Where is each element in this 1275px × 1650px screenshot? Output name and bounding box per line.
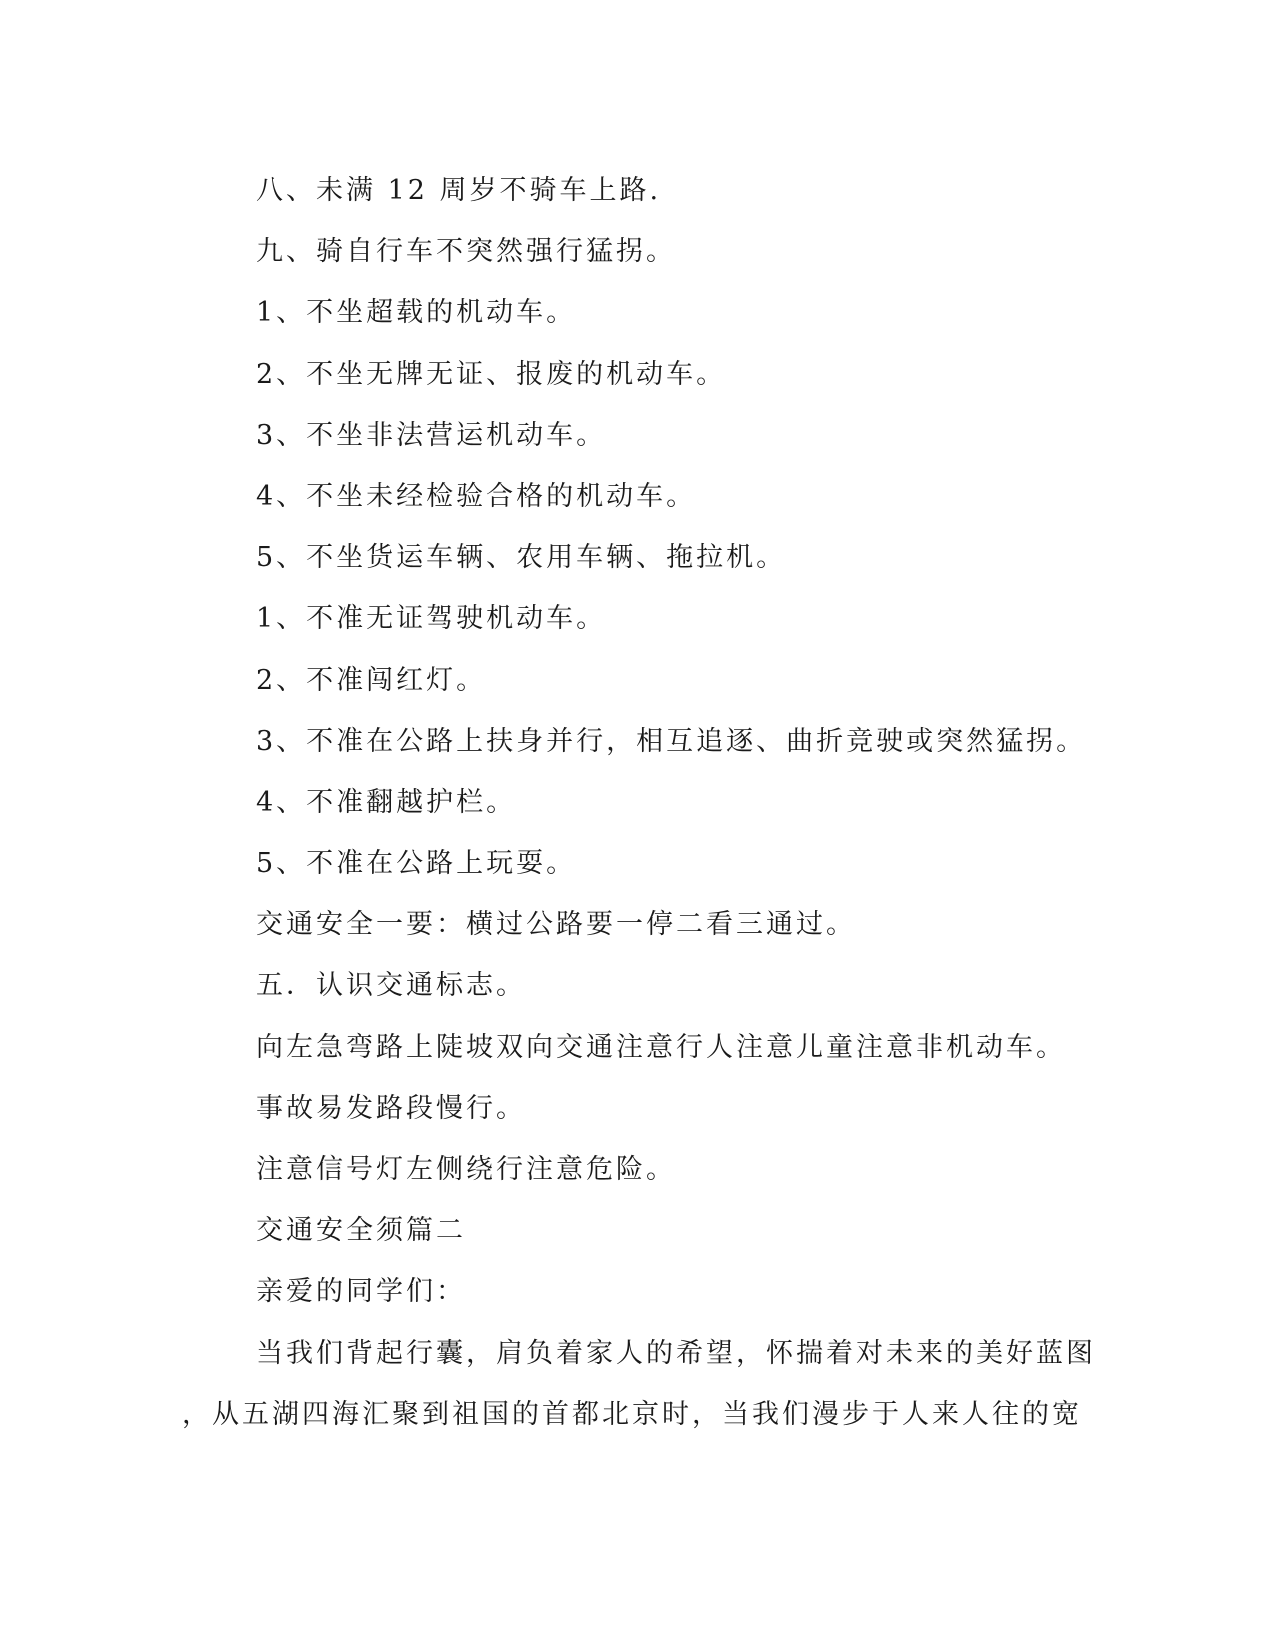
document-body (182, 160, 1096, 1445)
paragraph-line: 1、不准无证驾驶机动车。 (256, 603, 607, 635)
paragraph-line: 五．认识交通标志。 (256, 970, 526, 1002)
section-heading: 交通安全须篇二 (256, 1215, 466, 1247)
paragraph-line: 注意信号灯左侧绕行注意危险。 (256, 1154, 676, 1185)
paragraph-line: 2、不准闯红灯。 (256, 664, 487, 696)
paragraph-line: 九、骑自行车不突然强行猛拐。 (256, 236, 676, 268)
paragraph-line: 3、不坐非法营运机动车。 (256, 419, 607, 451)
paragraph-line: 5、不准在公路上玩耍。 (256, 848, 577, 880)
paragraph-line: 事故易发路段慢行。 (256, 1092, 526, 1124)
paragraph-line: 4、不坐未经检验合格的机动车。 (256, 480, 697, 512)
paragraph-line: 5、不坐货运车辆、农用车辆、拖拉机。 (256, 542, 787, 574)
paragraph-line: 3、不准在公路上扶身并行，相互追逐、曲折竞驶或突然猛拐。 (256, 725, 1087, 757)
paragraph-line: 1、不坐超载的机动车。 (256, 297, 577, 329)
paragraph-line: ，从五湖四海汇聚到祖国的首都北京时，当我们漫步于人来人往的宽 (182, 1398, 1082, 1430)
salutation: 亲爱的同学们： (256, 1276, 466, 1308)
paragraph-line: 向左急弯路上陡坡双向交通注意行人注意儿童注意非机动车。 (256, 1031, 1066, 1063)
paragraph-line: 2、不坐无牌无证、报废的机动车。 (256, 358, 727, 390)
paragraph-line: 八、未满 12 周岁不骑车上路. (256, 175, 662, 206)
paragraph-line: 当我们背起行囊，肩负着家人的希望，怀揣着对未来的美好蓝图 (256, 1337, 1096, 1369)
paragraph-line: 交通安全一要：横过公路要一停二看三通过。 (256, 909, 856, 941)
paragraph-line: 4、不准翻越护栏。 (256, 786, 517, 818)
